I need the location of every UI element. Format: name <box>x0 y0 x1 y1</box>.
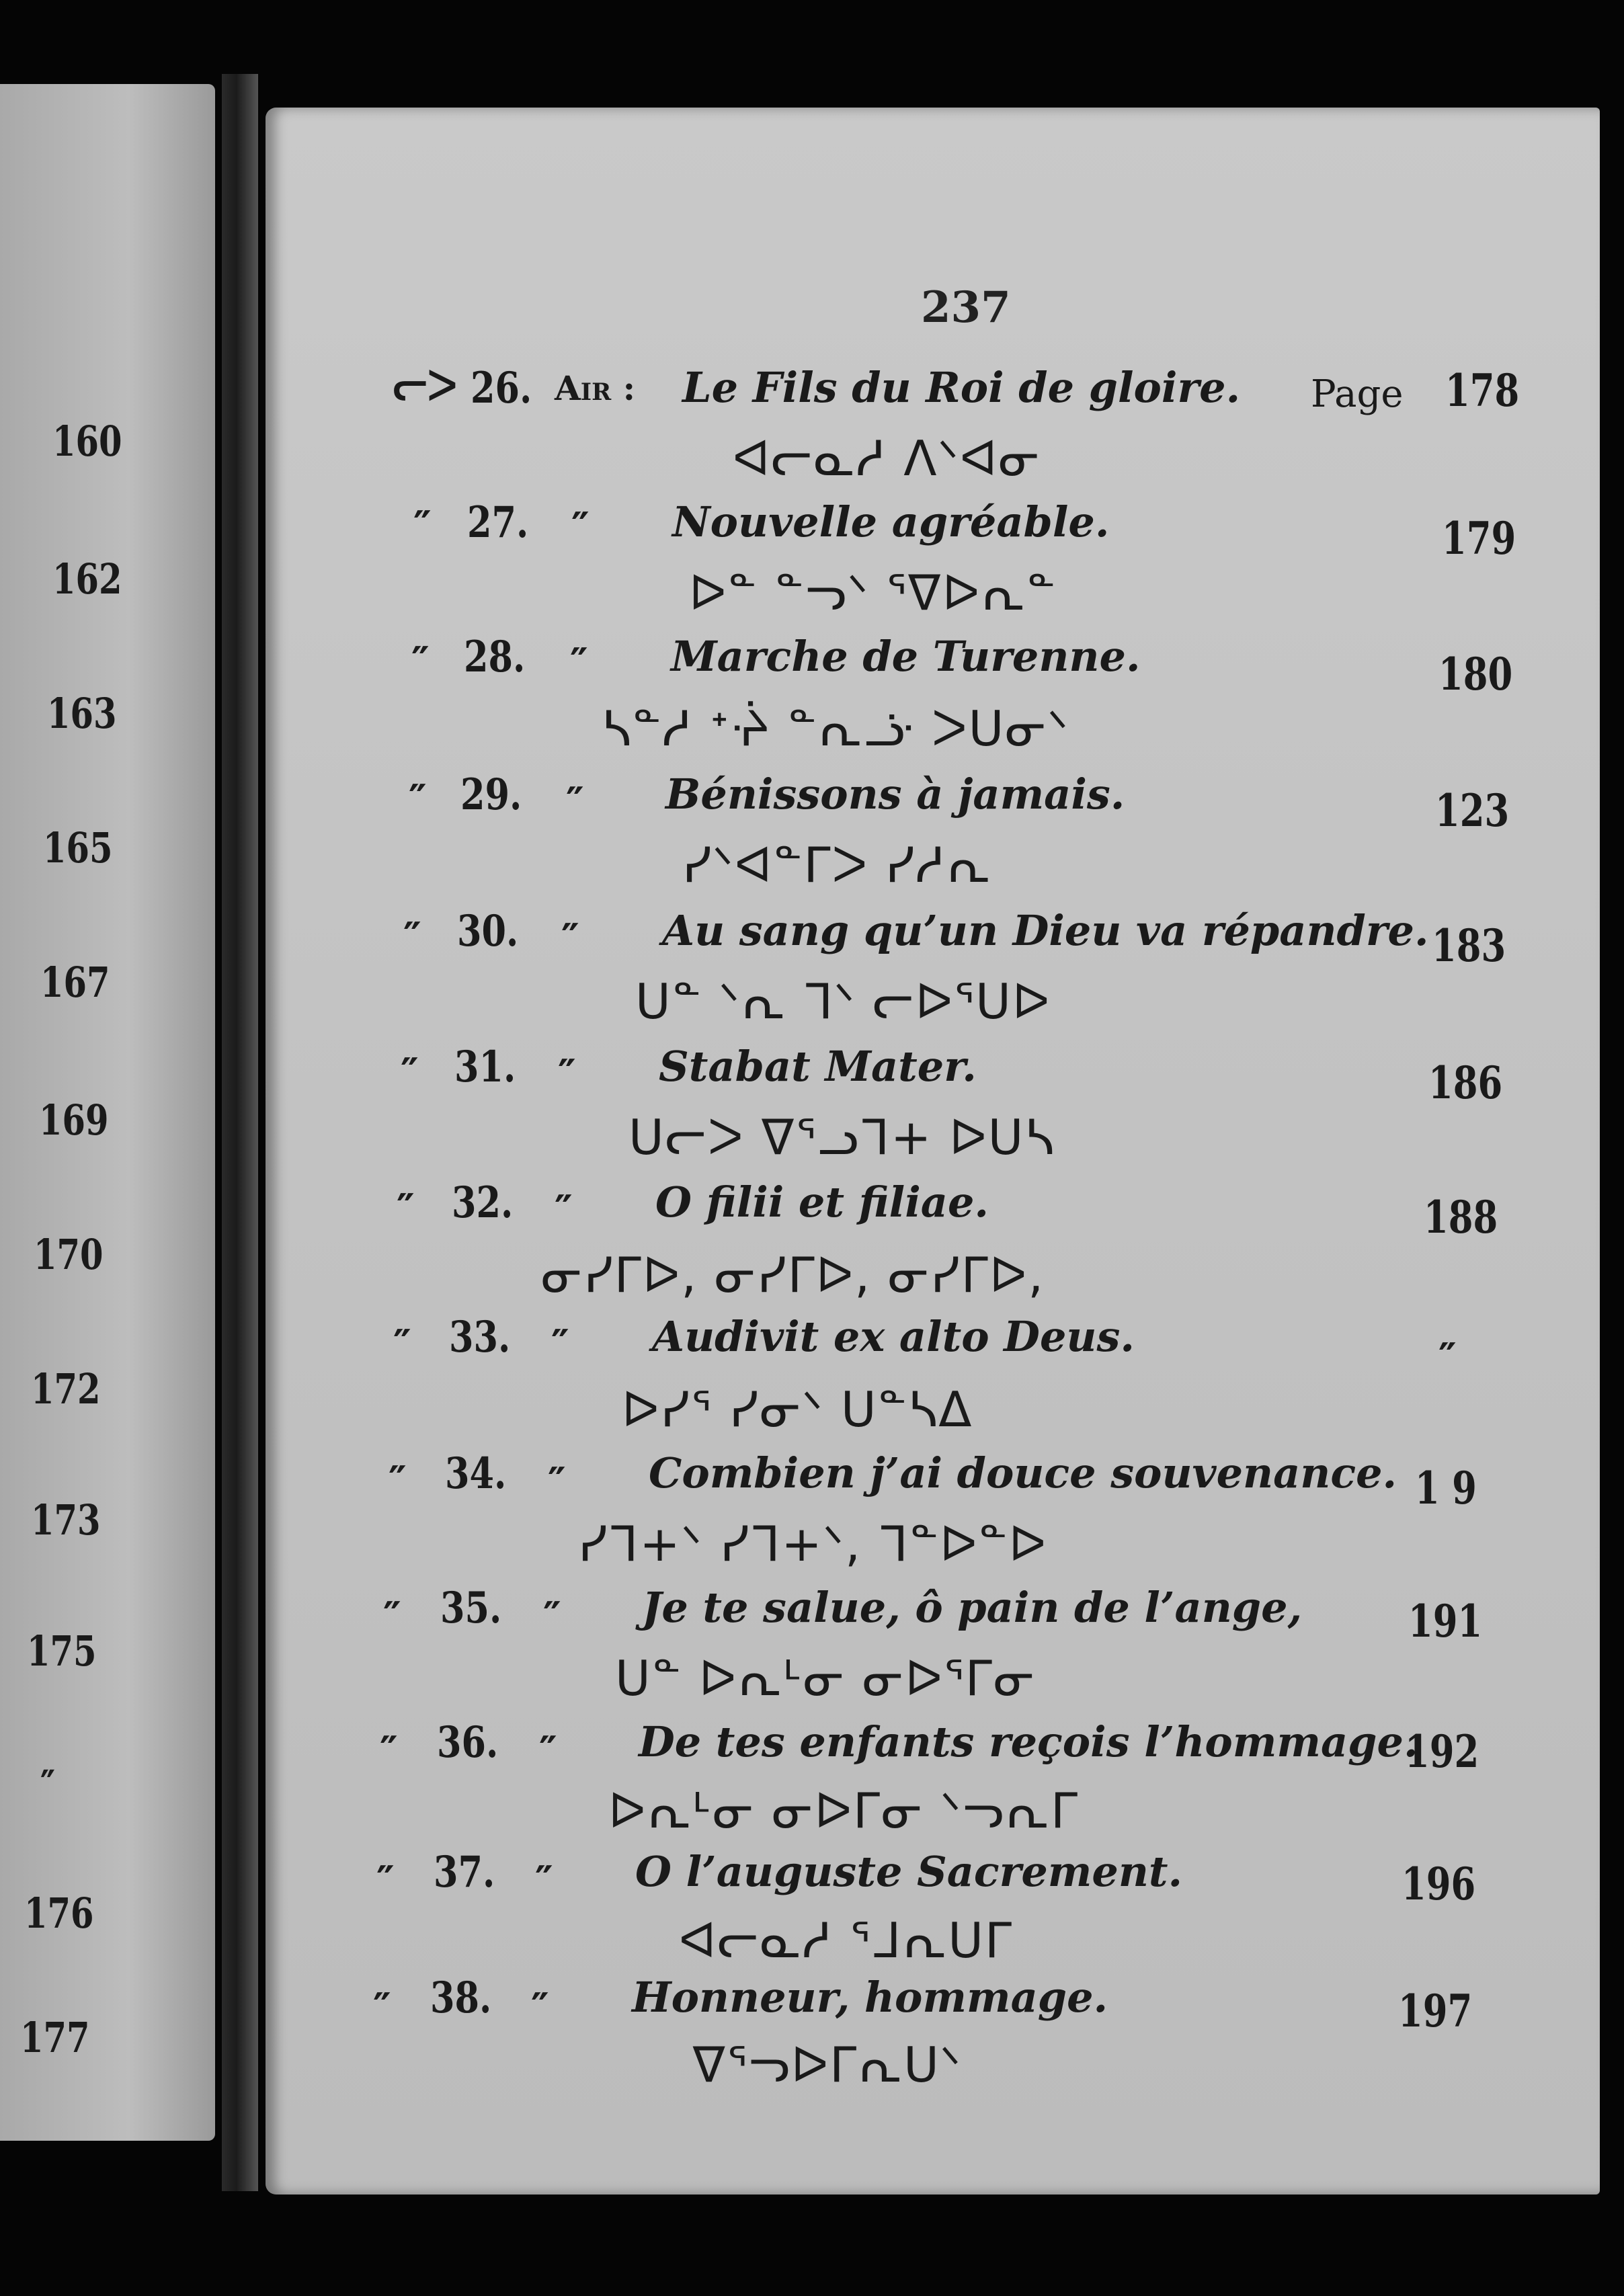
left-page-number: 165 <box>43 823 113 872</box>
ditto-mark: ″ <box>548 1459 566 1506</box>
ditto-mark: ″ <box>561 915 579 962</box>
page-reference: 179 <box>1442 512 1516 565</box>
ditto-mark: ″ <box>558 1051 576 1098</box>
left-page-number: 177 <box>20 2013 90 2062</box>
page-reference: 123 <box>1435 784 1510 837</box>
hymn-title: Stabat Mater. <box>659 1042 977 1091</box>
entry-number: 26. <box>471 363 532 413</box>
entry-marker: ″ <box>373 1985 391 2032</box>
entry-number: 32. <box>452 1178 514 1228</box>
syllabics-line <box>0 1782 1624 1843</box>
entry-number: 37. <box>434 1847 495 1897</box>
left-page-number: ″ <box>40 1761 56 1810</box>
entry-marker: ″ <box>380 1728 398 1775</box>
page-reference: 196 <box>1402 1858 1476 1910</box>
syllabics-line <box>0 837 1624 897</box>
page-reference: 197 <box>1398 1985 1473 2037</box>
entry-marker: ″ <box>393 1321 411 1368</box>
entry-number: 38. <box>430 1973 492 2023</box>
syllabics-text: ᐅᓐ ᓐᓓᐠ ᕐᐁᐅᕆᓐ <box>689 565 1057 621</box>
entry-number: 35. <box>440 1583 502 1633</box>
left-page-number: 175 <box>27 1627 97 1676</box>
entry-marker: ″ <box>411 639 430 686</box>
entry-marker: ″ <box>413 503 432 550</box>
page-reference: 186 <box>1428 1057 1503 1109</box>
entry-number: 36. <box>437 1717 499 1768</box>
air-label: Air : <box>555 368 636 408</box>
entry-number: 29. <box>460 770 522 820</box>
ditto-mark: ″ <box>555 1187 573 1234</box>
hymn-title: Audivit ex alto Deus. <box>652 1312 1135 1361</box>
syllabics-text: ᑌᓐ ᐠᕆ ᒣᐠ ᓕᐅᕐᑌᐅ <box>635 973 1051 1030</box>
syllabics-text: ᐊᓕᓇᓱ ᕐᒧᕆᑌᒥ <box>679 1912 1014 1969</box>
page-reference: 178 <box>1445 364 1520 417</box>
syllabics-text: ᓯᐠᐊᓐᒥᐳ ᓯᓱᕆ <box>682 837 992 893</box>
hymn-title: O filii et filiae. <box>655 1178 989 1227</box>
page-number: 237 <box>921 282 1011 333</box>
entry-number: 30. <box>457 906 519 956</box>
table-of-contents-entry <box>0 906 1624 972</box>
hymn-title: Je te salue, ô pain de l’ange, <box>642 1583 1303 1632</box>
entry-number: 27. <box>467 497 529 548</box>
entry-marker: ᓕᐳ <box>393 363 457 410</box>
syllabics-text: ᐁᕐᓓᐅᒥᕆᑌᐠ <box>692 2037 963 2093</box>
left-page-number: 176 <box>24 1889 94 1938</box>
table-of-contents-entry <box>0 1312 1624 1382</box>
syllabics-line <box>0 1109 1624 1170</box>
table-of-contents-entry <box>0 363 1624 423</box>
syllabics-line <box>0 700 1624 761</box>
syllabics-line <box>0 1247 1624 1307</box>
syllabics-text: ᑌᓐ ᐅᕆᒻᓂ ᓂᐅᕐᒥᓂ <box>615 1650 1037 1707</box>
syllabics-text: ᐅᓯᕐ ᓯᓂᐠ ᑌᓐᓴᐃ <box>622 1381 973 1438</box>
entry-number: 28. <box>464 632 526 682</box>
entry-number: 31. <box>454 1042 516 1092</box>
hymn-title: Bénissons à jamais. <box>665 770 1125 819</box>
entry-marker: ″ <box>376 1858 395 1905</box>
table-of-contents-entry <box>0 1178 1624 1243</box>
table-of-contents-entry <box>0 1042 1624 1109</box>
hymn-title: Marche de Turenne. <box>671 632 1141 681</box>
syllabics-text: ᓂᓯᒥᐅ, ᓂᓯᒥᐅ, ᓂᓯᒥᐅ, <box>541 1247 1045 1303</box>
left-page-number: 162 <box>52 555 122 604</box>
ditto-mark: ″ <box>543 1594 561 1641</box>
table-of-contents-entry <box>0 770 1624 837</box>
page-reference: ″ <box>1438 1335 1457 1382</box>
hymn-title: O l’auguste Sacrement. <box>635 1847 1183 1896</box>
left-page-number: 172 <box>31 1364 101 1413</box>
table-of-contents-entry <box>0 632 1624 700</box>
left-page-number: 170 <box>34 1230 104 1279</box>
page-reference: 192 <box>1405 1725 1479 1778</box>
hymn-title: De tes enfants reçois l’hommage. <box>639 1717 1418 1766</box>
entry-marker: ″ <box>397 1186 415 1233</box>
page-reference: 183 <box>1432 919 1506 972</box>
syllabics-line <box>0 1650 1624 1711</box>
hymn-title: Au sang qu’un Dieu va répandre. <box>662 906 1429 955</box>
table-of-contents-entry <box>0 1973 1624 2037</box>
entry-marker: ″ <box>409 776 427 823</box>
entry-marker: ″ <box>383 1594 401 1641</box>
entry-marker: ″ <box>403 914 421 961</box>
ditto-mark: ″ <box>539 1728 557 1775</box>
table-of-contents-entry <box>0 1448 1624 1514</box>
syllabics-line <box>0 1912 1624 1973</box>
syllabics-line <box>0 565 1624 625</box>
ditto-mark: ″ <box>531 1985 549 2032</box>
syllabics-line <box>0 1381 1624 1442</box>
syllabics-line <box>0 973 1624 1034</box>
table-of-contents-entry <box>0 497 1624 565</box>
entry-number: 33. <box>449 1312 511 1362</box>
hymn-title: Honneur, hommage. <box>632 1973 1108 2022</box>
table-of-contents-entry <box>0 1717 1624 1778</box>
syllabics-text: ᐊᓕᓇᓱ ᐱᐠᐊᓂ <box>733 430 1041 487</box>
left-page-number: 163 <box>47 689 117 738</box>
ditto-mark: ″ <box>551 1321 569 1368</box>
syllabics-line <box>0 2037 1624 2097</box>
hymn-title: Le Fils du Roi de gloire. <box>682 363 1241 412</box>
table-of-contents-entry <box>0 1847 1624 1908</box>
left-page-number: 169 <box>39 1096 109 1145</box>
ditto-mark: ″ <box>566 779 584 826</box>
ditto-mark: ″ <box>535 1858 553 1905</box>
page-reference: 180 <box>1438 648 1513 700</box>
syllabics-text: ᑌᓕᐳ ᐁᕐᓗᒣ+ ᐅᑌᓴ <box>628 1109 1055 1165</box>
table-of-contents-entry <box>0 1583 1624 1647</box>
page-reference: 1 9 <box>1415 1462 1477 1514</box>
ditto-mark: ″ <box>571 504 590 551</box>
entry-marker: ″ <box>389 1458 407 1505</box>
syllabics-line <box>0 430 1624 491</box>
ditto-mark: ″ <box>570 640 588 687</box>
syllabics-line <box>0 1516 1624 1576</box>
syllabics-text: ᓯᒣ+ᐠ ᓯᒣ+ᐠ, ᒣᓐᐅᓐᐅ <box>578 1516 1047 1572</box>
left-page-number: 173 <box>31 1495 101 1545</box>
entry-number: 34. <box>445 1448 507 1499</box>
left-page-number: 160 <box>52 417 122 466</box>
page-reference: 188 <box>1424 1191 1498 1243</box>
page-label: Page <box>1311 372 1404 416</box>
left-page-number: 167 <box>40 958 110 1007</box>
syllabics-text: ᐅᕆᒻᓂ ᓂᐅᒥᓂ ᐠᓓᕆᒥ <box>608 1782 1080 1839</box>
hymn-title: Combien j’ai douce souvenance. <box>649 1448 1397 1498</box>
page-reference: 191 <box>1408 1595 1483 1647</box>
syllabics-text: ᓴᓐᓱ ᕀᔳ ᓐᕆᓥ ᐳᑌᓂᐠ <box>602 700 1070 757</box>
hymn-title: Nouvelle agréable. <box>672 497 1110 546</box>
entry-marker: ″ <box>401 1050 419 1097</box>
